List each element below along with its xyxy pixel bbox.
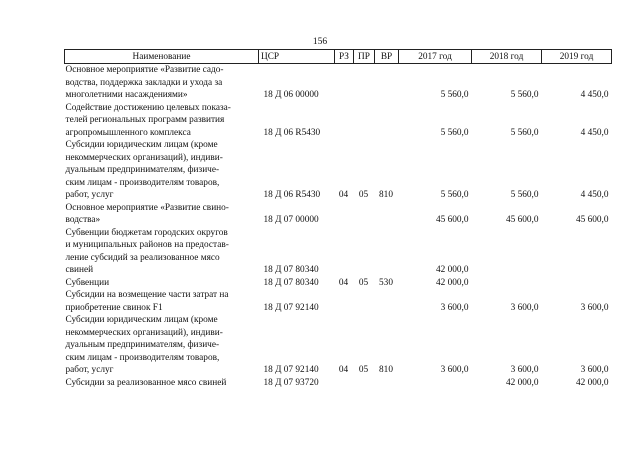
cell-rz	[335, 289, 354, 314]
cell-vr	[375, 102, 399, 140]
cell-name-line: приобретение свинок F1	[65, 302, 163, 313]
cell-name-line: и муниципальных районов на предостав-	[65, 240, 229, 250]
cell-2017	[399, 377, 472, 390]
cell-name-line: ским лицам - производителям товаров,	[65, 352, 220, 363]
cell-name-line: телей региональных программ развития	[65, 115, 225, 125]
table-row	[65, 202, 612, 227]
cell-name-line: ским лицам - производителям товаров,	[65, 177, 220, 188]
col-header-vr: ВР	[375, 50, 399, 64]
cell-name-line: работ, услуг	[65, 365, 114, 375]
cell-name-line: дуальным предпринимателям, физиче-	[65, 340, 220, 350]
cell-name-line: агропромышленного комплекса	[65, 127, 191, 138]
table-row	[65, 277, 612, 290]
cell-csr: 18 Д 07 80340	[263, 265, 319, 275]
cell-2019: 4 450,0	[580, 127, 609, 138]
cell-name-line: Основное мероприятие «Развитие садо-	[65, 65, 224, 75]
cell-2018: 5 560,0	[510, 190, 539, 200]
cell-name-line: многолетними насаждениями»	[65, 90, 188, 100]
cell-name-line: некоммерческих организаций), индиви-	[65, 327, 223, 338]
cell-2018	[472, 227, 542, 277]
cell-2019: 4 450,0	[580, 90, 609, 100]
table-row	[65, 377, 612, 390]
cell-pr	[354, 202, 375, 227]
cell-name-line: работ, услуг	[65, 190, 114, 200]
cell-name-line: Содействие достижению целевых показа-	[65, 102, 231, 113]
cell-2018: 45 600,0	[505, 215, 539, 225]
col-header-2018: 2018 год	[472, 50, 542, 64]
cell-2019	[542, 227, 612, 277]
cell-rz	[335, 227, 354, 277]
cell-name-line: Субсидии на возмещение части затрат на	[65, 290, 229, 300]
cell-name	[65, 139, 259, 202]
cell-2018: 5 560,0	[510, 127, 539, 138]
cell-pr	[354, 227, 375, 277]
cell-name-line: свиней	[65, 265, 94, 275]
cell-pr	[354, 64, 375, 102]
cell-csr: 18 Д 07 00000	[263, 215, 319, 225]
cell-pr	[354, 377, 375, 390]
cell-name	[65, 102, 259, 140]
cell-pr: 05	[358, 277, 369, 288]
cell-name-line: Субвенции бюджетам городских округов	[65, 227, 228, 238]
cell-name	[65, 277, 259, 290]
cell-2017: 42 000,0	[435, 265, 469, 275]
cell-name-line: ление субсидий за реализованное мясо	[65, 252, 220, 263]
cell-vr: 530	[379, 277, 393, 288]
cell-name	[65, 289, 259, 314]
cell-name-line: некоммерческих организаций), индиви-	[65, 152, 223, 163]
cell-2019: 42 000,0	[575, 377, 609, 388]
cell-2017: 42 000,0	[435, 277, 469, 288]
cell-csr: 18 Д 07 92140	[263, 365, 319, 375]
cell-2018: 42 000,0	[505, 377, 539, 388]
cell-rz	[335, 377, 354, 390]
cell-csr: 18 Д 07 92140	[263, 302, 319, 313]
table-row	[65, 314, 612, 377]
cell-csr: 18 Д 07 80340	[263, 277, 319, 288]
cell-name	[65, 227, 259, 277]
cell-name	[65, 202, 259, 227]
cell-vr: 810	[379, 365, 393, 375]
col-header-pr: ПР	[354, 50, 375, 64]
cell-csr: 18 Д 06 00000	[263, 90, 319, 100]
cell-name-line: водства, поддержка закладки и ухода за	[65, 77, 223, 88]
table-row	[65, 289, 612, 314]
cell-rz	[335, 64, 354, 102]
table-row	[65, 227, 612, 277]
cell-2018: 5 560,0	[510, 90, 539, 100]
page-number: 156	[312, 37, 328, 47]
col-header-name: Наименование	[65, 50, 259, 64]
cell-name-line: Субсидии за реализованное мясо свиней	[65, 377, 227, 388]
cell-2017: 5 560,0	[440, 190, 469, 200]
cell-2017: 45 600,0	[435, 215, 469, 225]
table-row	[65, 102, 612, 140]
cell-vr	[375, 377, 399, 390]
cell-2017: 5 560,0	[440, 127, 469, 138]
cell-name	[65, 377, 259, 390]
cell-2017: 3 600,0	[440, 302, 469, 313]
cell-pr: 05	[358, 365, 369, 375]
col-header-2017: 2017 год	[399, 50, 472, 64]
cell-name	[65, 64, 259, 102]
cell-csr: 18 Д 06 R5430	[263, 190, 321, 200]
col-header-2019: 2019 год	[542, 50, 612, 64]
cell-name-line: Основное мероприятие «Развитие свино-	[65, 202, 229, 213]
cell-2019: 3 600,0	[580, 365, 609, 375]
table-header-row	[65, 50, 612, 64]
col-header-csr: ЦСР	[259, 50, 335, 64]
cell-2017: 5 560,0	[440, 90, 469, 100]
cell-2018	[472, 277, 542, 290]
cell-vr: 810	[379, 190, 393, 200]
cell-rz: 04	[338, 365, 349, 375]
cell-csr: 18 Д 07 93720	[263, 377, 319, 388]
cell-pr	[354, 289, 375, 314]
cell-rz	[335, 102, 354, 140]
cell-vr	[375, 289, 399, 314]
cell-pr: 05	[358, 190, 369, 200]
cell-name-line: Субсидии юридическим лицам (кроме	[65, 315, 218, 325]
cell-2019: 45 600,0	[575, 215, 609, 225]
cell-name-line: Субвенции	[65, 277, 110, 288]
cell-pr	[354, 102, 375, 140]
table-row	[65, 139, 612, 202]
table-body	[65, 64, 612, 390]
cell-rz: 04	[338, 277, 349, 288]
table-row	[65, 64, 612, 102]
cell-rz	[335, 202, 354, 227]
cell-name	[65, 314, 259, 377]
cell-2019: 4 450,0	[580, 190, 609, 200]
cell-name-line: водства»	[65, 215, 101, 225]
cell-2018: 3 600,0	[510, 365, 539, 375]
cell-2019	[542, 277, 612, 290]
cell-2018: 3 600,0	[510, 302, 539, 313]
cell-2017: 3 600,0	[440, 365, 469, 375]
cell-rz: 04	[338, 190, 349, 200]
col-header-rz: РЗ	[335, 50, 354, 64]
cell-2019: 3 600,0	[580, 302, 609, 313]
budget-table	[64, 49, 612, 389]
cell-vr	[375, 202, 399, 227]
cell-name-line: дуальным предпринимателям, физиче-	[65, 165, 220, 175]
cell-vr	[375, 64, 399, 102]
cell-name-line: Субсидии юридическим лицам (кроме	[65, 140, 218, 150]
cell-vr	[375, 227, 399, 277]
cell-csr: 18 Д 06 R5430	[263, 127, 321, 138]
